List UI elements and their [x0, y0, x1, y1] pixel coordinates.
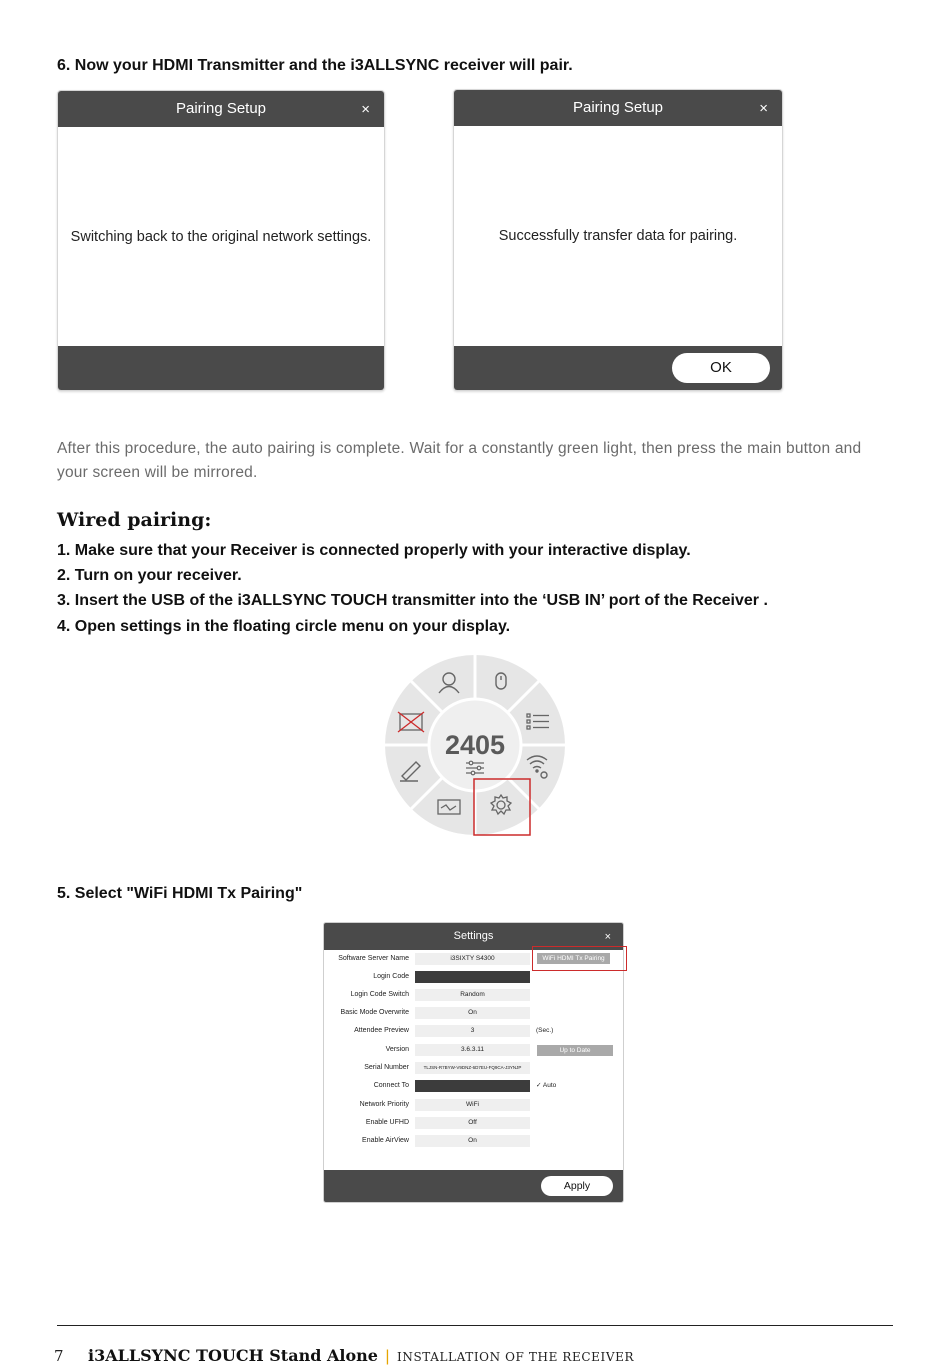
setting-row [324, 1043, 623, 1057]
wired-pairing-heading: Wired pairing: [57, 509, 212, 531]
auto-checkbox[interactable]: ✓ Auto [536, 1082, 557, 1089]
setting-row [324, 970, 623, 984]
setting-value[interactable]: Off [415, 1117, 530, 1129]
settings-title: Settings [324, 923, 623, 950]
pairing-code: 2405 [444, 730, 506, 760]
dialog-footer [454, 346, 782, 390]
wired-step-2: 2. Turn on your receiver. [57, 567, 242, 584]
login-code-value[interactable] [415, 971, 530, 983]
setting-value[interactable]: Random [415, 989, 530, 1001]
setting-label: Connect To [373, 1082, 409, 1089]
setting-row [324, 1116, 623, 1130]
close-icon[interactable]: × [759, 100, 768, 117]
setting-value[interactable]: 3 [415, 1025, 530, 1037]
step-6-text: 6. Now your HDMI Transmitter and the i3ALLSYNC receiver will pair. [57, 57, 573, 74]
setting-row [324, 1061, 623, 1075]
setting-value[interactable]: i3SIXTY S4300 [415, 953, 530, 965]
setting-label: Basic Mode Overwrite [340, 1009, 409, 1016]
floating-circle-menu [380, 650, 570, 840]
dialog-message: Successfully transfer data for pairing. [498, 228, 738, 244]
setting-label: Attendee Preview [354, 1027, 409, 1034]
setting-row [324, 1098, 623, 1112]
dialog-title: Pairing Setup [58, 91, 384, 127]
dialog-title: Pairing Setup [454, 90, 782, 126]
setting-row [324, 1079, 623, 1093]
setting-label: Serial Number [364, 1064, 409, 1071]
setting-label: Enable AirView [362, 1137, 409, 1144]
pairing-dialog-switching [57, 90, 385, 391]
wired-step-1: 1. Make sure that your Receiver is connected properly with your interactive display. [57, 542, 691, 559]
section-name: INSTALLATION OF THE RECEIVER [397, 1350, 635, 1364]
setting-row [324, 1024, 623, 1038]
setting-value[interactable]: On [415, 1135, 530, 1147]
dialog-footer [58, 346, 384, 390]
setting-row [324, 1134, 623, 1148]
setting-value: 3.6.3.11 [415, 1044, 530, 1056]
setting-label: Software Server Name [338, 955, 409, 962]
close-icon[interactable]: × [604, 931, 611, 943]
apply-button[interactable]: Apply [541, 1176, 613, 1196]
wired-step-4: 4. Open settings in the floating circle menu on your display. [57, 618, 511, 635]
after-procedure-text: After this procedure, the auto pairing is complete. Wait for a constantly green light, then press the main button and your screen will be mirrored. [57, 440, 862, 481]
setting-label: Network Priority [359, 1101, 409, 1108]
setting-value[interactable]: WiFi [415, 1099, 530, 1111]
setting-row [324, 988, 623, 1002]
setting-label: Enable UFHD [365, 1119, 409, 1126]
sliders-icon[interactable] [466, 761, 484, 775]
page-number: 7 [54, 1347, 64, 1365]
footer-divider [57, 1325, 893, 1326]
ok-button[interactable]: OK [672, 353, 770, 383]
setting-label: Version [385, 1046, 409, 1053]
pairing-dialog-success [453, 89, 783, 391]
dialog-message: Switching back to the original network settings. [70, 229, 372, 245]
setting-label: Login Code Switch [350, 991, 409, 998]
footer-separator: | [385, 1348, 390, 1365]
setting-row [324, 1006, 623, 1020]
product-name: i3ALLSYNC TOUCH Stand Alone [88, 1346, 378, 1365]
setting-value[interactable]: On [415, 1007, 530, 1019]
unit-label: (Sec.) [536, 1027, 554, 1034]
up-to-date-button[interactable]: Up to Date [537, 1045, 613, 1056]
wired-step-3: 3. Insert the USB of the i3ALLSYNC TOUCH transmitter into the ‘USB IN’ port of the Receiver . [57, 592, 768, 609]
footer-title [88, 1346, 634, 1366]
close-icon[interactable]: × [361, 101, 370, 118]
setting-label: Login Code [373, 973, 409, 980]
setting-value: TLJSN-R7BYW-V9DNZ-6D7EU-FQ9CA-J3YNJP [415, 1062, 530, 1074]
settings-footer [324, 1170, 623, 1202]
step-5-text: 5. Select "WiFi HDMI Tx Pairing" [57, 885, 303, 902]
wifi-hdmi-tx-pairing-button[interactable]: WiFi HDMI Tx Pairing [537, 953, 610, 964]
connect-to-value[interactable] [415, 1080, 530, 1092]
